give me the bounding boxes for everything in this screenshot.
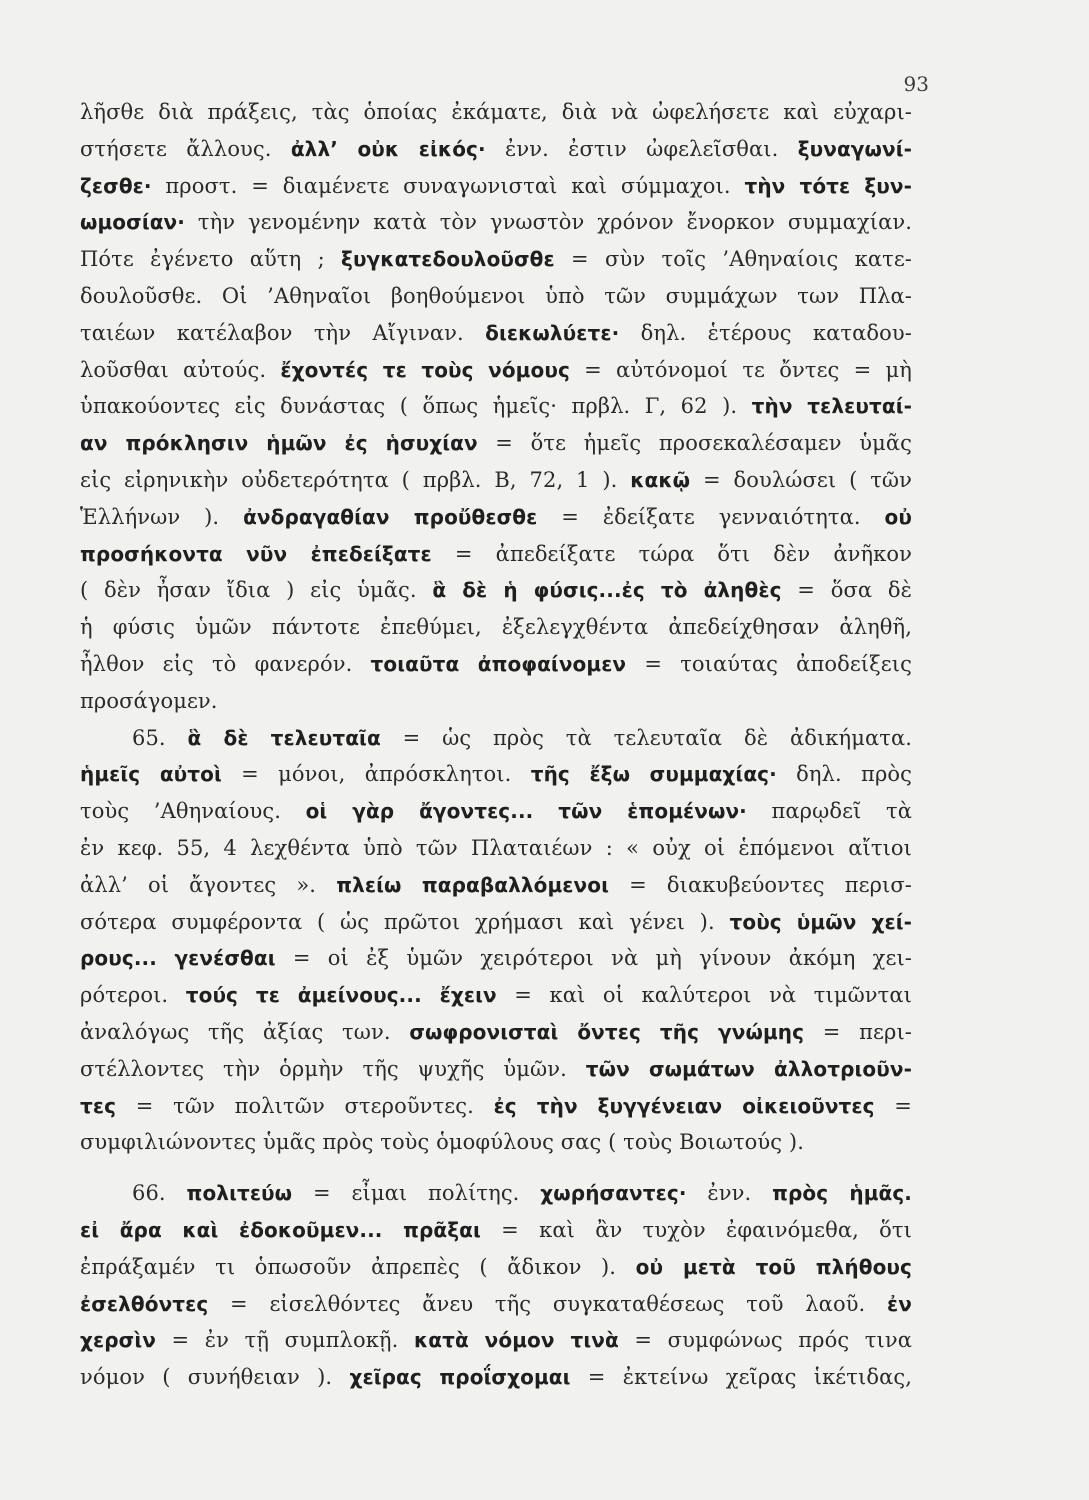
gloss-text: ( δὲν ἦσαν ἴδια ) εἰς ὑμᾶς.: [80, 578, 433, 603]
gloss-text: ρότεροι.: [80, 983, 186, 1008]
text-line: [80, 241, 912, 278]
lemma-text: αν πρόκλησιν ἡμῶν ἐς ἡσυχίαν: [80, 431, 478, 456]
text-line: [80, 572, 912, 609]
lemma-text: τὴν τότε ξυν-: [744, 173, 912, 198]
gloss-text: ἦλθον εἰς τὸ φανερόν.: [80, 651, 371, 676]
section-66-line: [80, 1175, 912, 1212]
text-line: [80, 131, 912, 168]
text-line: [80, 1359, 912, 1396]
page-number: 93: [903, 72, 929, 96]
lemma-text: ωμοσίαν·: [80, 210, 185, 235]
text-line: [80, 940, 912, 977]
gloss-text: ἀλλ’ οἱ ἄγοντες ».: [80, 872, 337, 897]
text-line: [80, 1014, 912, 1051]
gloss-text: = ὅσα δὲ: [781, 578, 912, 603]
gloss-text: τοὺς ’Αθηναίους.: [80, 799, 306, 824]
gloss-text: 66.: [132, 1181, 187, 1206]
text-line: [80, 204, 912, 241]
gloss-text: προσάγομεν.: [80, 688, 218, 713]
gloss-text: = ἀπεδείξατε τώρα ὅτι δὲν ἀνῆκον: [431, 541, 912, 566]
text-line: [80, 1286, 912, 1323]
lemma-text: οὐ: [884, 504, 912, 529]
gloss-text: = οἱ ἐξ ὑμῶν χειρότεροι νὰ μὴ γίνουν ἀκόμη χει-: [275, 946, 912, 971]
gloss-text: συμφιλιώνοντες ὑμᾶς πρὸς τοὺς ὁμοφύλους σας ( τοὺς Βοιωτούς ).: [80, 1130, 804, 1155]
gloss-text: ἐν κεφ. 55, 4 λεχθέντα ὑπὸ τῶν Πλαταιέων : « οὐχ οἱ ἑπόμενοι αἴτιοι: [80, 835, 912, 860]
lemma-text: χερσὶν: [80, 1328, 156, 1353]
text-line: [80, 536, 912, 573]
paragraph-gap: [80, 1161, 912, 1175]
gloss-text: = ἐδείξατε γενναιότητα.: [537, 504, 885, 529]
gloss-text: = περι-: [804, 1019, 912, 1044]
gloss-text: = καὶ οἱ καλύτεροι νὰ τιμῶνται: [496, 983, 912, 1008]
gloss-text: = αὐτόνομοί τε ὄντες = μὴ: [569, 357, 912, 382]
gloss-text: = σὺν τοῖς ’Αθηναίοις κατε-: [554, 247, 912, 272]
gloss-text: = συμφώνως πρός τινα: [618, 1328, 912, 1353]
lemma-text: τῶν σωμάτων ἀλλοτριοῦν-: [585, 1056, 912, 1081]
lemma-text: τες: [80, 1093, 117, 1118]
text-line: [80, 793, 912, 830]
text-line: [80, 315, 912, 352]
gloss-text: = ἐκτείνω χεῖρας ἱκέτιδας,: [570, 1365, 912, 1390]
lemma-text: ἔχοντές τε τοὺς νόμους: [280, 357, 570, 382]
text-line: [80, 388, 912, 425]
lemma-text: τὴν τελευταί-: [751, 394, 912, 419]
text-line: [80, 646, 912, 683]
text-line: [80, 352, 912, 389]
lemma-text: διεκωλύετε·: [485, 320, 620, 345]
lemma-text: κακῷ: [630, 467, 691, 492]
gloss-text: προστ. = διαμένετε συναγωνισταὶ καὶ σύμμαχοι.: [151, 173, 745, 198]
gloss-text: = καὶ ἂν τυχὸν ἐφαινόμεθα, ὅτι: [480, 1217, 912, 1242]
gloss-text: 65.: [132, 725, 188, 750]
lemma-text: τοιαῦτα ἀποφαίνομεν: [370, 651, 627, 676]
gloss-text: = τοιαύτας ἀποδείξεις: [626, 651, 912, 676]
text-line: [80, 1051, 912, 1088]
text-line: [80, 756, 912, 793]
lemma-text: οὐ μετὰ τοῦ πλήθους: [635, 1254, 912, 1279]
gloss-text: = εἰσελθόντες ἄνευ τῆς συγκαταθέσεως τοῦ λαοῦ.: [208, 1291, 888, 1316]
text-line: [80, 1249, 912, 1286]
lemma-text: τοὺς ὑμῶν χεί-: [729, 909, 912, 934]
text-line: [80, 609, 912, 646]
lemma-text: ξυναγωνί-: [797, 136, 912, 161]
gloss-text: =: [874, 1093, 912, 1118]
gloss-text: Πότε ἐγένετο αὕτη ;: [80, 247, 342, 272]
text-line: [80, 1124, 912, 1161]
gloss-text: ἐνν.: [686, 1181, 773, 1206]
lemma-text: οἱ γὰρ ἄγοντες... τῶν ἑπομένων·: [305, 799, 747, 824]
lemma-text: πολιτεύω: [186, 1181, 293, 1206]
gloss-text: = εἶμαι πολίτης.: [292, 1181, 541, 1206]
lemma-text: πρὸς ἡμᾶς.: [772, 1181, 912, 1206]
lemma-text: πλείω παραβαλλόμενοι: [336, 872, 609, 897]
text-line: [80, 830, 912, 867]
text-line: [80, 278, 912, 315]
lemma-text: ξυγκατεδουλοῦσθε: [341, 247, 555, 272]
gloss-text: ἡ φύσις ὑμῶν πάντοτε ἐπεθύμει, ἐξελεγχθέντα ἀπεδείχθησαν ἀληθῆ,: [80, 615, 912, 640]
text-line: [80, 977, 912, 1014]
commentary-text: [80, 94, 912, 1396]
lemma-text: ἐν: [887, 1291, 912, 1316]
text-line: [80, 867, 912, 904]
gloss-text: δουλοῦσθε. Οἱ ’Αθηναῖοι βοηθούμενοι ὑπὸ τῶν συμμάχων των Πλα-: [80, 283, 912, 308]
gloss-text: = δουλώσει ( τῶν: [690, 467, 912, 492]
gloss-text: ἐνν. ἐστιν ὠφελεῖσθαι.: [485, 136, 798, 161]
lemma-text: εἰ ἄρα καὶ ἐδοκοῦμεν... πρᾶξαι: [80, 1217, 481, 1242]
text-line: [80, 168, 912, 205]
text-line: [80, 904, 912, 941]
gloss-text: = διακυβεύοντες περισ-: [609, 872, 912, 897]
gloss-text: ἐπράξαμέν τι ὁπωσοῦν ἀπρεπὲς ( ἄδικον ).: [80, 1254, 636, 1279]
lemma-text: ρους... γενέσθαι: [80, 946, 276, 971]
gloss-text: = ὅτε ἡμεῖς προσεκαλέσαμεν ὑμᾶς: [477, 431, 912, 456]
gloss-text: λοῦσθαι αὐτούς.: [80, 357, 281, 382]
gloss-text: εἰς εἰρηνικὴν οὐδετερότητα ( πρβλ. Β, 72, 1 ).: [80, 467, 631, 492]
gloss-text: ὑπακούοντες εἰς δυνάστας ( ὅπως ἡμεῖς· πρβλ. Γ, 62 ).: [80, 394, 752, 419]
lemma-text: προσήκοντα νῦν ἐπεδείξατε: [80, 541, 432, 566]
lemma-text: χεῖρας προΐσχομαι: [349, 1365, 571, 1390]
lemma-text: ἀνδραγαθίαν προὔθεσθε: [243, 504, 538, 529]
gloss-text: ταιέων κατέλαβον τὴν Αἴγιναν.: [80, 320, 486, 345]
gloss-text: δηλ. πρὸς: [776, 762, 912, 787]
gloss-text: τὴν γενομένην κατὰ τὸν γνωστὸν χρόνον ἔνορκον συμμαχίαν.: [184, 210, 912, 235]
gloss-text: = ὡς πρὸς τὰ τελευταῖα δὲ ἀδικήματα.: [380, 725, 912, 750]
gloss-text: νόμον ( συνήθειαν ).: [80, 1365, 350, 1390]
lemma-text: ἃ δὲ τελευταῖα: [187, 725, 381, 750]
gloss-text: στέλλοντες τὴν ὁρμὴν τῆς ψυχῆς ὑμῶν.: [80, 1056, 586, 1081]
lemma-text: ἐσελθόντες: [80, 1291, 209, 1316]
lemma-text: ἃ δὲ ἡ φύσις...ἐς τὸ ἀληθὲς: [432, 578, 782, 603]
lemma-text: τῆς ἔξω συμμαχίας·: [530, 762, 777, 787]
lemma-text: ἡμεῖς αὐτοὶ: [80, 762, 222, 787]
text-line: [80, 683, 912, 720]
text-line: [80, 1322, 912, 1359]
gloss-text: λῆσθε διὰ πράξεις, τὰς ὁποίας ἐκάματε, διὰ νὰ ὠφελήσετε καὶ εὐχαρι-: [80, 100, 912, 124]
section-65-line: [80, 720, 912, 757]
lemma-text: χωρήσαντες·: [540, 1181, 687, 1206]
gloss-text: = τῶν πολιτῶν στεροῦντες.: [116, 1093, 494, 1118]
text-line: [80, 499, 912, 536]
gloss-text: ἀναλόγως τῆς ἀξίας των.: [80, 1019, 410, 1044]
lemma-text: σωφρονισταὶ ὄντες τῆς γνώμης: [409, 1019, 805, 1044]
gloss-text: δηλ. ἑτέρους καταδου-: [619, 320, 912, 345]
gloss-text: σότερα συμφέροντα ( ὡς πρῶτοι χρήμασι καὶ γένει ).: [80, 909, 730, 934]
text-line: [80, 94, 912, 131]
text-line: [80, 1212, 912, 1249]
lemma-text: κατὰ νόμον τινὰ: [413, 1328, 619, 1353]
gloss-text: Ἑλλήνων ).: [80, 504, 244, 529]
text-line: [80, 462, 912, 499]
gloss-text: = μόνοι, ἀπρόσκλητοι.: [221, 762, 531, 787]
text-line: [80, 1088, 912, 1125]
gloss-text: στήσετε ἄλλους.: [80, 136, 291, 161]
gloss-text: παρῳδεῖ τὰ: [746, 799, 912, 824]
text-line: [80, 425, 912, 462]
lemma-text: ἐς τὴν ξυγγένειαν οἰκειοῦντες: [493, 1093, 875, 1118]
lemma-text: τούς τε ἀμείνους... ἔχειν: [185, 983, 497, 1008]
lemma-text: ζεσθε·: [80, 173, 152, 198]
gloss-text: = ἐν τῇ συμπλοκῇ.: [155, 1328, 414, 1353]
lemma-text: ἀλλ’ οὐκ εἰκός·: [290, 136, 486, 161]
